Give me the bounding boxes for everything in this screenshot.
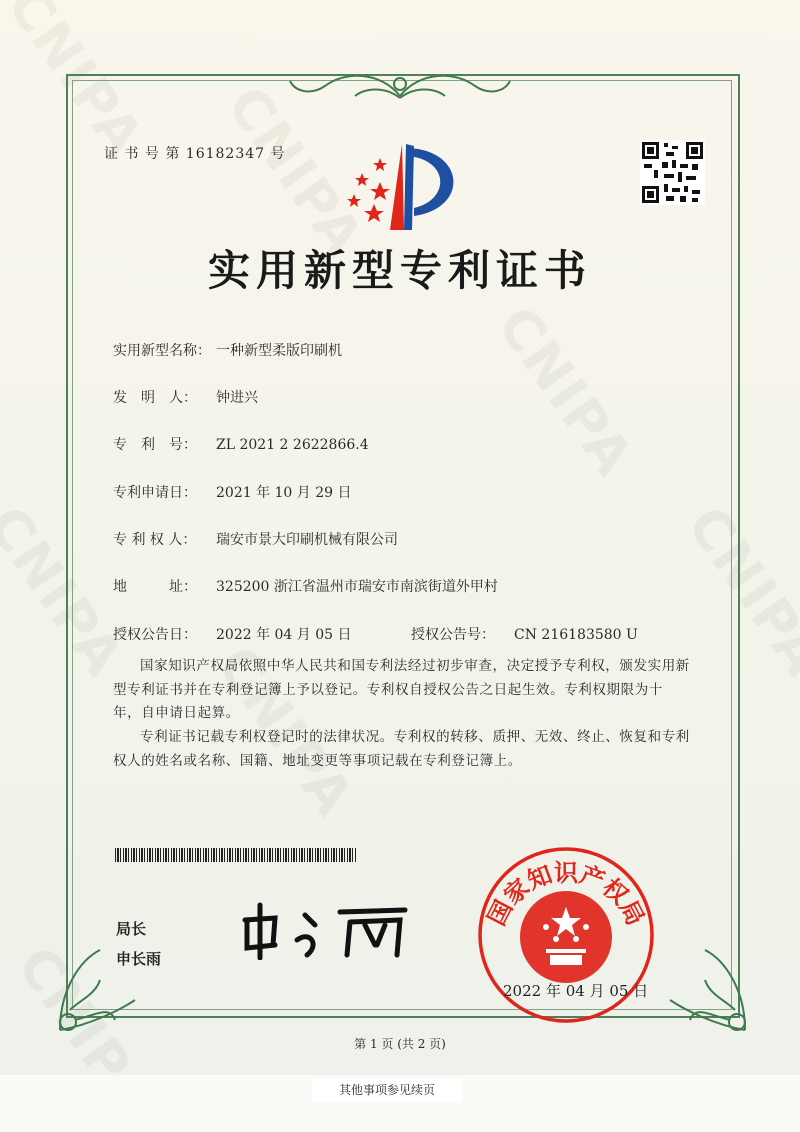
field-value: 一种新型柔版印刷机 — [216, 343, 342, 359]
field-label: 专利申请日： — [113, 485, 197, 501]
field-application-date — [113, 482, 352, 502]
field-label: 专 利 权 人： — [113, 532, 197, 548]
field-value: ZL 2021 2 2622866.4 — [216, 437, 369, 453]
field-patentee — [113, 529, 398, 549]
corner-ornament-icon — [655, 930, 765, 1040]
seal-date: 2022 年 04 月 05 日 — [503, 982, 649, 1000]
field-label: 授权公告日： — [113, 627, 197, 643]
field-label: 授权公告号： — [411, 627, 495, 643]
field-label: 地 址： — [113, 579, 197, 595]
director-name: 申长雨 — [116, 950, 162, 968]
certificate-number: 证 书 号 第 16182347 号 — [104, 146, 286, 162]
field-patent-number — [113, 434, 369, 454]
field-label: 实用新型名称： — [113, 343, 211, 359]
field-grant-pub-number — [411, 624, 638, 644]
field-address — [113, 576, 498, 596]
page-title: 实用新型专利证书 — [207, 246, 592, 295]
footer-note: 其他事项参见续页 — [312, 1078, 462, 1102]
field-value: 2021 年 10 月 29 日 — [216, 485, 352, 501]
page-number: 第 1 页 (共 2 页) — [354, 1037, 446, 1051]
field-utility-model-name — [113, 340, 342, 360]
corner-ornament-icon — [40, 930, 150, 1040]
field-grant-date — [113, 624, 352, 644]
field-value: 瑞安市景大印刷机械有限公司 — [216, 532, 398, 548]
field-value: 钟进兴 — [216, 390, 258, 406]
field-value: 2022 年 04 月 05 日 — [216, 627, 352, 643]
field-value: CN 216183580 U — [514, 627, 638, 643]
field-label: 专 利 号： — [113, 437, 197, 453]
field-label: 发 明 人： — [113, 390, 197, 406]
barcode — [115, 848, 357, 862]
field-value: 325200 浙江省温州市瑞安市南滨街道外甲村 — [216, 579, 498, 595]
cnipa-logo — [340, 138, 470, 233]
paragraph-legal-status: 专利证书记载专利权登记时的法律状况。专利权的转移、质押、无效、终止、恢复和专利权人的姓名或名称、国籍、地址变更等事项记载在专利登记簿上。 — [113, 729, 690, 769]
director-title: 局长 — [116, 920, 147, 938]
paragraph-grant: 国家知识产权局依照中华人民共和国专利法经过初步审查，决定授予专利权，颁发实用新型专利证书并在专利登记簿上予以登记。专利权自授权公告之日起生效。专利权期限为十年，自申请日起算。 — [113, 658, 690, 721]
field-inventor — [113, 387, 258, 407]
top-ornament-icon — [285, 66, 515, 106]
qr-code — [640, 140, 705, 205]
seal-text: 国家知识产权局 — [482, 858, 650, 930]
director-signature — [235, 900, 415, 960]
